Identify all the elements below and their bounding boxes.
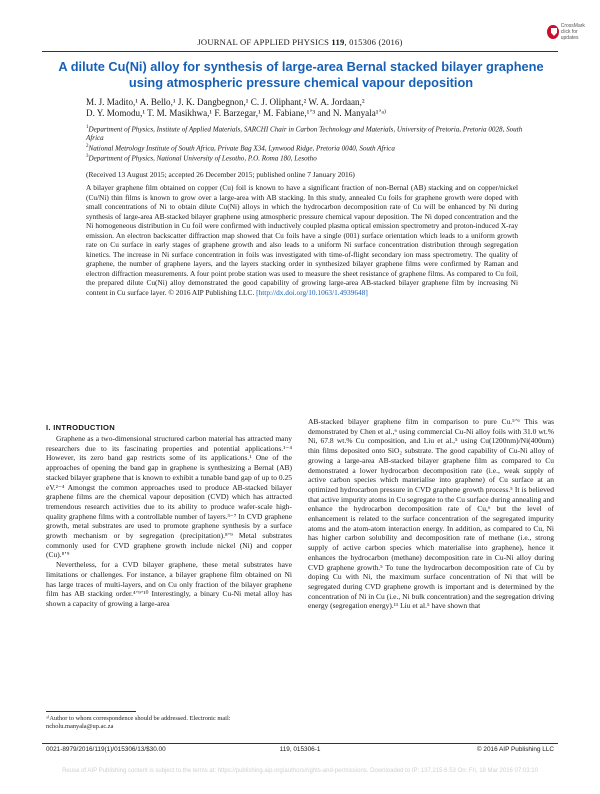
- abstract: [86, 183, 518, 297]
- journal-volume: 119: [331, 37, 345, 47]
- author-list: [86, 97, 526, 120]
- journal-citation: , 015306 (2016): [344, 37, 403, 47]
- header-rule: [42, 51, 558, 52]
- affiliation-item: $^3$Department of Physics, National University of Lesotho, P.O. Roma 180, Lesotho: [86, 154, 317, 163]
- journal-header: [0, 37, 600, 47]
- footer-rule: [42, 743, 558, 744]
- right-column: [308, 417, 554, 611]
- crossmark-label: CrossMark: [560, 23, 585, 29]
- affiliation-item: $^2$National Metrology Institute of South Africa, Private Bag X34, Lynwood Ridge, Pretoria 0040, South Africa: [86, 143, 395, 153]
- affiliation-item: $^1$Department of Physics, Institute of Applied Materials, SARCHI Chair in Carbon Technology and Materials, University of Pretoria, Pretoria 0028, South Africa: [86, 125, 523, 143]
- download-watermark: Reuse of AIP Publishing content is subject to the terms at: https://publishing.aip.org/authors/rights-and-permissions. Downloaded to IP: 137.215.6.53 On: Fri, 18 Mar 2016 07:03:10: [62, 768, 538, 774]
- paragraph: AB-stacked bilayer graphene film in comparison to pure Cu.⁵ʼ⁶ This was demonstrated by Chen et al.,⁶ using commercial Cu-Ni alloy foils with 31.0 wt.% Ni, 67.8 wt.% Cu composition, and Liu et al.,⁵ using Cu(1200nm)/Ni(400nm) thin films deposited onto SiO₂ substrate. The good capability of Cu-Ni alloy of growing a large-area AB-stacked bilayer graphene film as compared to Cu demonstrated a lower hydrocarbon decomposition rate (i.e., weak supply of active carbon species which materialise into graphene) of Cu surface at an optimized hydrocarbon pressure in CVD graphene growth process.⁵ It is believed that active impurity atoms in Cu segregate to the Cu surface during annealing and enhance the hydrocarbon decomposition rate of Cu,⁶ but the level of enhancement is related to the surface concentration of the segregated impurity atoms and the atom-atom interaction energy. In addition, as compared to Cu, Ni has higher carbon solubility and decomposition rate of methane (i.e., strong supply of active carbon species which materialise into graphene), hence it enhances the hydrocarbon (methane) decomposition rate in Cu-Ni alloy during CVD graphene growth.⁵ To tune the hydrocarbon decomposition rate of Cu by doping Cu with Ni, the maximum surface concentration of Ni that will be segregated during CVD graphene growth is important and is determined by the concentration of Ni in Cu (i.e., Ni bulk concentration) and the segregation driving energy (segregation energy).¹¹ Liu et al.⁵ have shown that: [308, 417, 554, 611]
- journal-name: JOURNAL OF APPLIED PHYSICS: [197, 37, 330, 47]
- abstract-text: A bilayer graphene film obtained on copper (Cu) foil is known to have a significant fraction of non-Bernal (AB) stacking and on copper/nickel (Cu/Ni) thin films is known to grow over a large-area with AB stacking. In this study, annealed Cu foils for graphene growth were doped with small concentrations of Ni to obtain dilute Cu(Ni) alloys in which the hydrocarbon decomposition rate of Cu will be enhanced by Ni during synthesis of large-area AB-stacked bilayer graphene using atmospheric pressure chemical vapour deposition. The Ni doped concentration and the Ni homogeneous distribution in Cu foil were confirmed with inductively coupled plasma optical emission spectrometry and proton-induced X-ray emission. An electron backscatter diffraction map showed that Cu foils have a single (001) surface orientation which leads to a uniform growth rate on Cu surface in early stages of graphene growth and also leads to a uniform Ni surface concentration distribution through segregation kinetics. The increase in Ni surface concentration in foils was investigated with time-of-flight secondary ion mass spectrometry. The quality of graphene, the number of graphene layers, and the layers stacking order in synthesized bilayer graphene films were confirmed by Raman and electron diffraction measurements. A four point probe station was used to measure the sheet resistance of graphene films. As compared to Cu foil, the prepared dilute Cu(Ni) alloy demonstrated the good capability of growing large-area AB-stacked bilayer graphene film by increasing Ni content in Cu surface layer. © 2016 AIP Publishing LLC.: [86, 183, 518, 297]
- paragraph: Graphene as a two-dimensional structured carbon material has attracted many researchers due to its fascinating properties and potential applications.¹⁻⁴ However, its zero band gap restricts some of its applications.¹ One of the approaches of opening the band gap in graphene is synthesizing a Bernal (AB) stacked bilayer graphene that is known to exhibit a tunable band gap of up to 0.25 eV.²⁻⁴ Amongst the common approaches used to produce AB-stacked bilayer graphene films are the chemical vapour deposition (CVD) which has attracted tremendous research activities due to its ability to produce wafer-scale high-quality graphene films with a controllable number of layers.³⁻⁷ In CVD graphene growth, metal substrates are used to promote graphene synthesis by a surface growth mechanism or by segregation (precipitation).⁸ʼ⁹ Metal substrates commonly used for CVD graphene growth include nickel (Ni) and copper (Cu).⁸ʼ⁹: [46, 434, 292, 560]
- affiliations: [86, 124, 536, 163]
- paragraph: Nevertheless, for a CVD bilayer graphene, these metal substrates have limitations or challenges. For instance, a bilayer graphene film obtained on Ni has large traces of multi-layers, and on Cu only fraction of the bilayer graphene film has AB stacking order.⁴ʼ⁹ʼ¹⁰ Interestingly, a binary Cu-Ni metal alloy has shown a capacity of growing a large-area: [46, 560, 292, 608]
- footer-issn: 0021-8979/2016/119(1)/015306/13/$30.00: [46, 746, 166, 753]
- crossmark-sublabel: click for updates: [560, 29, 579, 41]
- article-title: A dilute Cu(Ni) alloy for synthesis of large-area Bernal stacked bilayer graphene using atmospheric pressure chemical vapour deposition: [58, 59, 544, 90]
- doi-link[interactable]: [http://dx.doi.org/10.1063/1.4939648]: [256, 287, 368, 297]
- footer-page-number: 119, 015306-1: [279, 746, 321, 753]
- section-heading: I. INTRODUCTION: [46, 423, 116, 432]
- footnote-rule: [46, 711, 136, 712]
- left-column: [46, 434, 292, 609]
- author-line: D. Y. Momodu,¹ T. M. Masikhwa,¹ F. Barzegar,¹ M. Fabiane,¹ʼ³ and N. Manyala¹ʼᵃ⁾: [86, 108, 387, 119]
- publication-dates: (Received 13 August 2015; accepted 26 December 2015; published online 7 January 2016): [86, 170, 355, 179]
- footer-copyright: © 2016 AIP Publishing LLC: [476, 746, 554, 753]
- footnote: ᵃ⁾Author to whom correspondence should be addressed. Electronic mail: ncholu.manyala@up.ac.za: [46, 715, 231, 730]
- page-footer: [46, 746, 554, 753]
- author-line: M. J. Madito,¹ A. Bello,¹ J. K. Dangbegnon,¹ C. J. Oliphant,² W. A. Jordaan,²: [86, 97, 365, 107]
